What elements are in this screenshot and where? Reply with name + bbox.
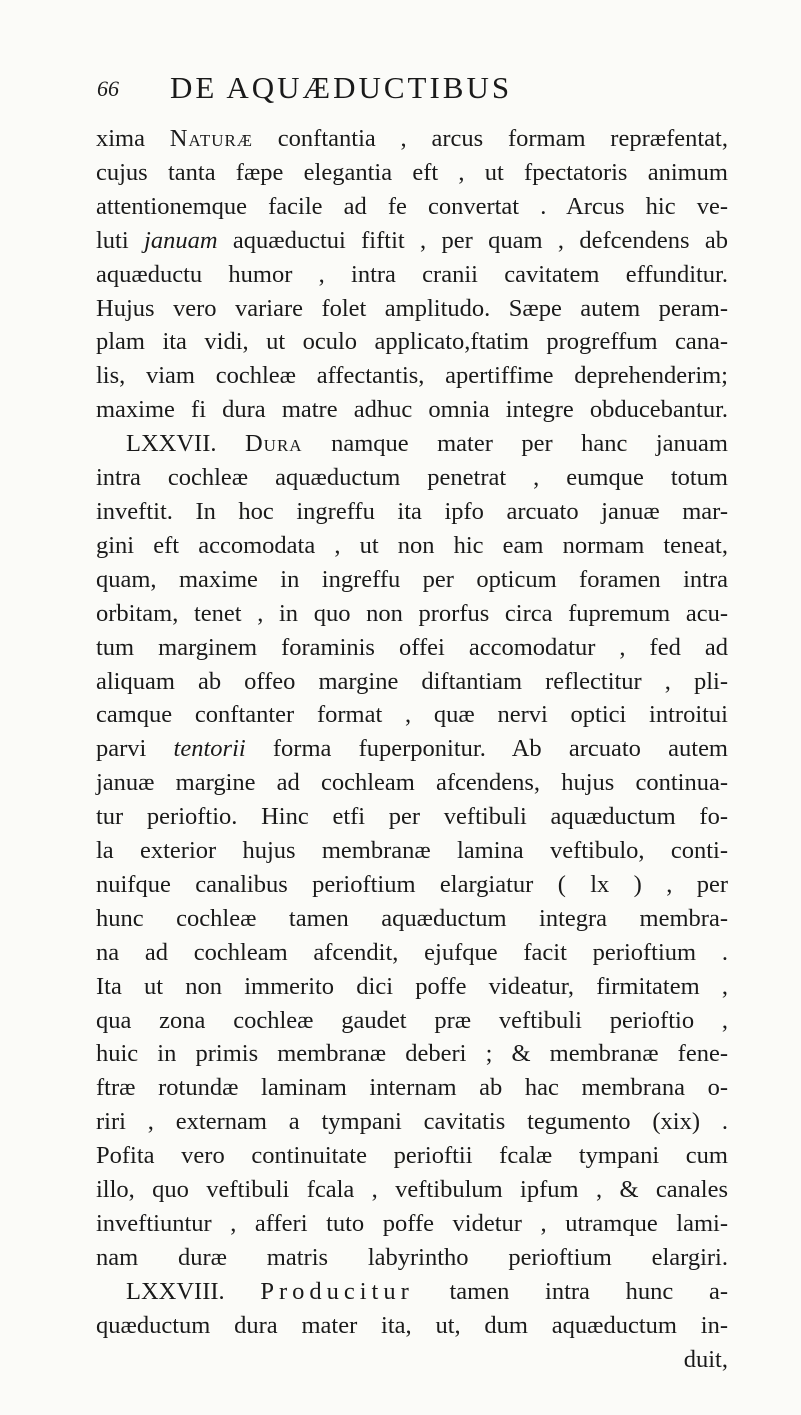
text-line: hunc cochleæ tamen aquæductum integra membra- <box>96 904 728 932</box>
text-line: quæductum dura mater ita, ut, dum aquæductum in- <box>96 1311 728 1339</box>
section-heading-line: LXXVIII. Producitur tamen intra hunc a- <box>126 1277 728 1305</box>
text-line: tur perioftio. Hinc etfi per veftibuli aquæductum fo- <box>96 803 728 831</box>
text-line: luti januam aquæductui fiftit , per quam , defcendens ab <box>96 226 729 254</box>
text-line: maxime fi dura matre adhuc omnia integre obducebantur. <box>96 396 728 424</box>
text-line: tum marginem foraminis offei accomodatur , fed ad <box>96 633 728 661</box>
text-line: illo, quo veftibuli fcala , veftibulum ipfum , & canales <box>96 1176 728 1204</box>
text-line: intra cochleæ aquæductum penetrat , eumque totum <box>96 464 728 492</box>
text-line: Ita ut non immerito dici poffe videatur, firmitatem , <box>96 972 728 1000</box>
text-line: attentionemque facile ad fe convertat . Arcus hic ve- <box>96 192 728 220</box>
text-line: lis, viam cochleæ affectantis, apertiffime deprehenderim; <box>96 362 728 390</box>
text-line: huic in primis membranæ deberi ; & membranæ fene- <box>96 1040 728 1068</box>
text-line: inveftiuntur , afferi tuto poffe videtur , utramque lami- <box>96 1210 728 1237</box>
running-title: DE AQUÆDUCTIBUS <box>170 70 513 105</box>
text-line: inveftit. In hoc ingreffu ita ipfo arcuato januæ mar- <box>96 497 728 525</box>
text-line: januæ margine ad cochleam afcendens, hujus continua- <box>96 769 728 797</box>
text-line: xima Naturæ conftantia , arcus formam repræfentat, <box>96 125 728 152</box>
text-line: Hujus vero variare folet amplitudo. Sæpe autem peram- <box>96 294 728 322</box>
text-line: aquæductu humor , intra cranii cavitatem effunditur. <box>96 260 728 288</box>
text-line: Pofita vero continuitate perioftii fcalæ tympani cum <box>96 1142 728 1170</box>
text-line: quam, maxime in ingreffu per opticum foramen intra <box>96 565 728 593</box>
text-line: gini eft accomodata , ut non hic eam normam teneat, <box>96 531 728 559</box>
text-line: camque conftanter format , quæ nervi optici introitui <box>96 701 728 729</box>
text-line: nuifque canalibus perioftium elargiatur ( lx ) , per <box>96 870 728 898</box>
text-line: riri , externam a tympani cavitatis tegumento (xix) . <box>96 1108 728 1136</box>
running-head <box>0 70 801 110</box>
text-line: parvi tentorii forma fuperponitur. Ab arcuato autem <box>96 735 728 763</box>
text-line: plam ita vidi, ut oculo applicato,ftatim progreffum cana- <box>96 328 728 356</box>
text-line: aliquam ab offeo margine diftantiam reflectitur , pli- <box>96 667 728 695</box>
text-line: ftræ rotundæ laminam internam ab hac membrana o- <box>96 1074 728 1102</box>
catchword: duit, <box>683 1345 728 1373</box>
text-line: na ad cochleam afcendit, ejufque facit perioftium . <box>96 938 728 966</box>
page-number: 66 <box>97 76 119 101</box>
text-line: nam duræ matris labyrintho perioftium elargiri. <box>96 1243 728 1271</box>
body-text <box>96 122 728 1377</box>
text-line: la exterior hujus membranæ lamina veftibulo, conti- <box>96 837 728 865</box>
text-line: qua zona cochleæ gaudet præ veftibuli perioftio , <box>96 1006 728 1034</box>
text-line: orbitam, tenet , in quo non prorfus circa fupremum acu- <box>96 599 728 627</box>
text-line: cujus tanta fæpe elegantia eft , ut fpectatoris animum <box>96 158 728 186</box>
section-heading-line: LXXVII. Dura namque mater per hanc januam <box>126 430 728 458</box>
